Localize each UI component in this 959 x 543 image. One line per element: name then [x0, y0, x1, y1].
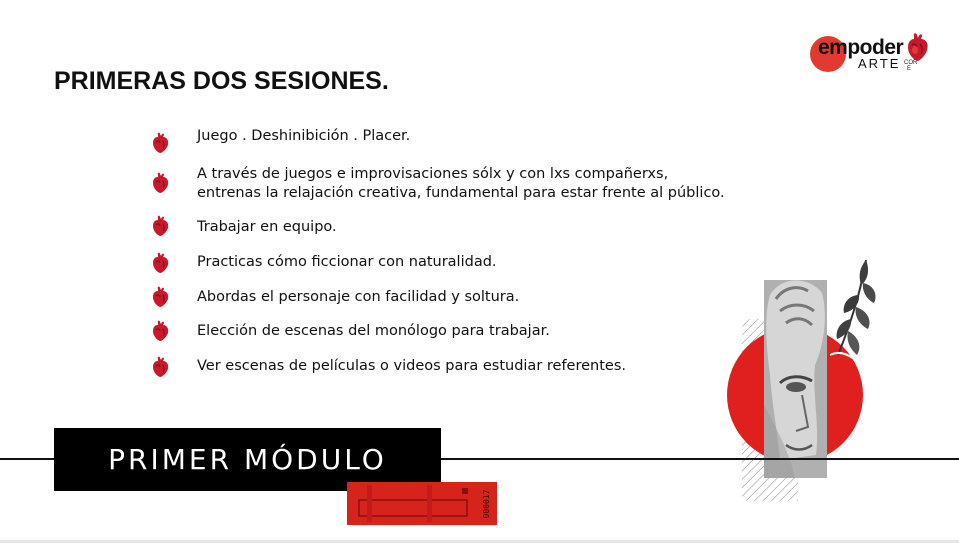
logo-sub: ARTE: [858, 56, 901, 71]
anatomical-heart-icon: [906, 32, 930, 62]
bullet-text: Abordas el personaje con facilidad y soltura.: [197, 289, 520, 305]
bullet-text: Ver escenas de películas o videos para estudiar referentes.: [197, 358, 626, 374]
anatomical-heart-icon: [152, 320, 170, 342]
bullet-text: Elección de escenas del monólogo para trabajar.: [197, 323, 550, 339]
statue-collage-illustration: [720, 255, 890, 505]
anatomical-heart-icon: [152, 215, 170, 237]
slide-title: PRIMERAS DOS SESIONES.: [54, 67, 389, 95]
anatomical-heart-icon: [152, 286, 170, 308]
anatomical-heart-icon: [152, 172, 170, 194]
module-label: PRIMER MÓDULO: [108, 443, 387, 476]
empoderarte-logo: [810, 34, 935, 84]
bullet-text: A través de juegos e improvisaciones sólx y con lxs compañerxs, entrenas la relajación creativa, fundamental para estar frente al público.: [197, 166, 725, 201]
bullet-text: Juego . Deshinibición . Placer.: [197, 128, 411, 144]
anatomical-heart-icon: [152, 252, 170, 274]
anatomical-heart-icon: [152, 132, 170, 154]
stamp-code: 000017: [482, 489, 491, 519]
bullet-text: Practicas cómo ficcionar con naturalidad.: [197, 254, 497, 270]
red-film-stamp: [347, 482, 497, 525]
logo-core: COR E: [904, 60, 918, 72]
anatomical-heart-icon: [152, 356, 170, 378]
logo-word: empoder: [818, 36, 904, 59]
bullet-text: Trabajar en equipo.: [197, 219, 337, 235]
